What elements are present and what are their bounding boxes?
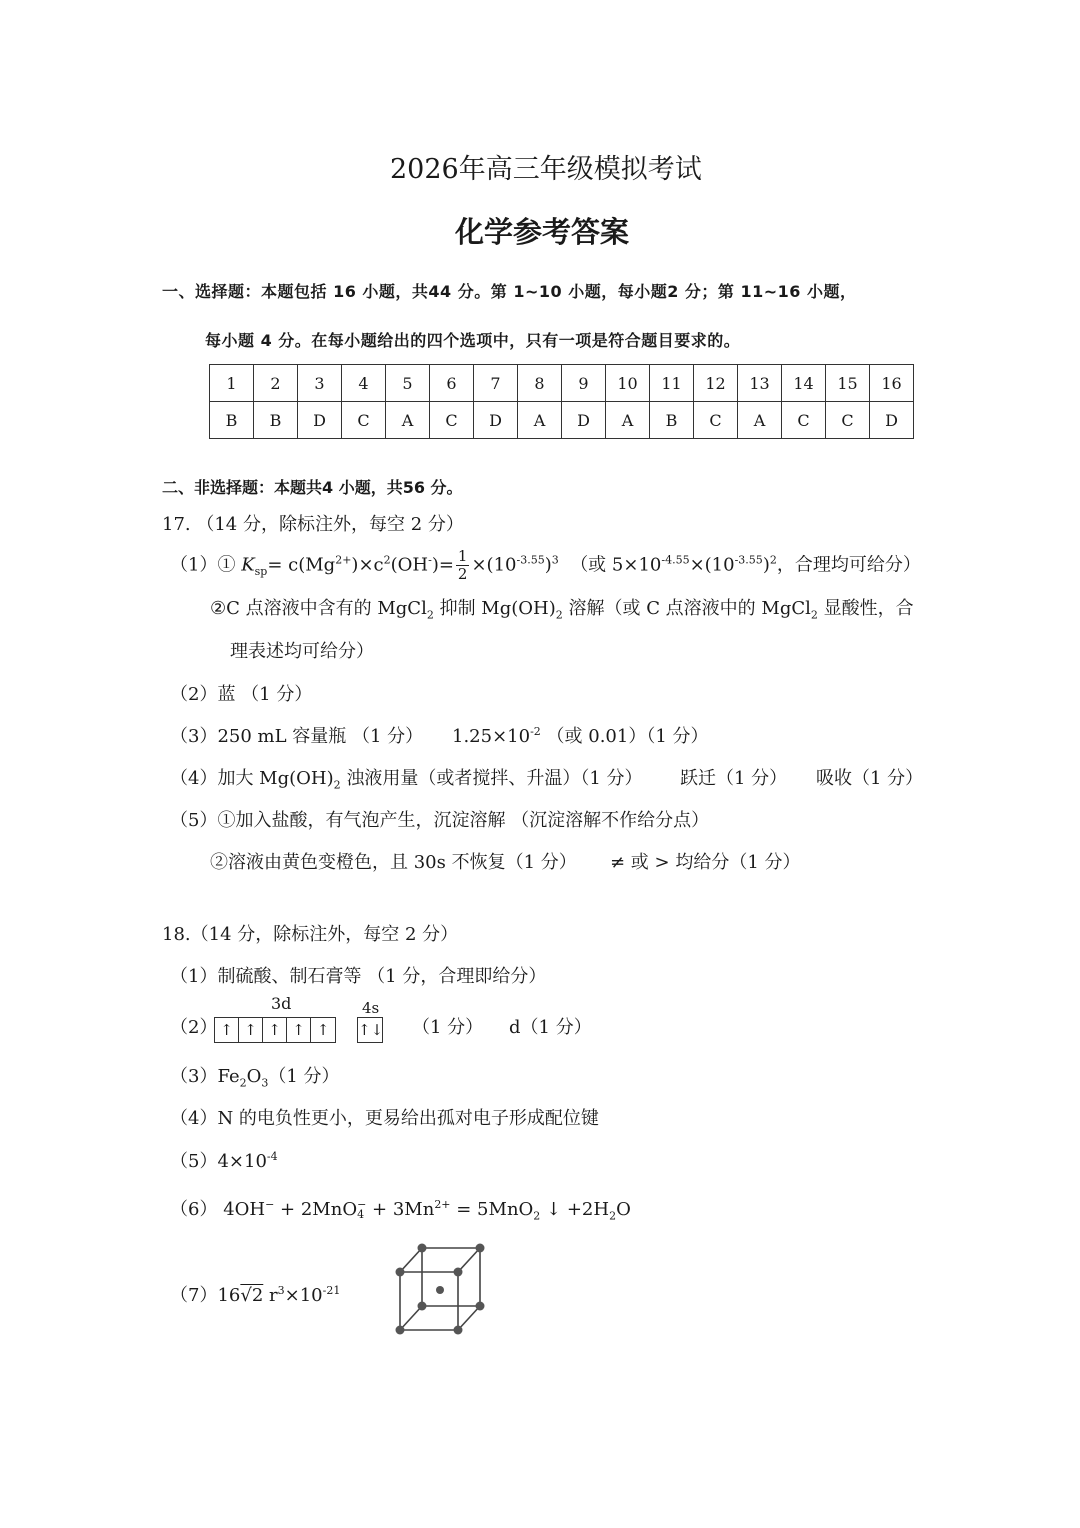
question-number-cell: 14 <box>782 365 826 402</box>
eq-sup: 2 <box>383 553 391 567</box>
eq-part: )×c <box>351 554 384 576</box>
orbital-3d-boxes <box>214 1017 336 1043</box>
eq-part: (OH <box>390 554 429 576</box>
text: 4OH <box>223 1199 266 1220</box>
orbital-4s-label: 4s <box>362 999 380 1017</box>
question-number-cell: 10 <box>606 365 650 402</box>
text: 浊液用量（或者搅拌、升温）（1 分） <box>340 768 643 789</box>
alt-part: ×(10 <box>689 554 735 576</box>
answer-cell: C <box>826 402 870 439</box>
question-number-cell: 9 <box>562 365 606 402</box>
sqrt: √2 <box>240 1285 264 1306</box>
ksp-k: K <box>241 554 255 576</box>
question-number-cell: 6 <box>430 365 474 402</box>
answer-key-title: 化学参考答案 <box>455 215 630 249</box>
sub: 2 <box>239 1076 247 1090</box>
eq-sup: - <box>428 553 432 567</box>
sup: − <box>357 1198 367 1211</box>
question-number-row <box>210 365 914 402</box>
q18-part2-score: （1 分） <box>412 1017 484 1038</box>
q17-part2: （2）蓝 （1 分） <box>170 684 313 705</box>
text: （6） <box>170 1199 218 1220</box>
orbital-cell: ↑ <box>287 1018 311 1042</box>
sub: 4 <box>357 1208 365 1221</box>
frac-denominator: 2 <box>457 565 468 583</box>
text: ↓ +2H <box>540 1199 610 1220</box>
eq-part: = c(Mg <box>267 554 336 576</box>
question-number-cell: 15 <box>826 365 870 402</box>
question-number-cell: 8 <box>518 365 562 402</box>
orbital-4s-boxes <box>357 1017 383 1043</box>
q17-part3b <box>452 722 709 748</box>
q18-part1: （1）制硫酸、制石膏等 （1 分，合理即给分） <box>170 966 547 987</box>
answer-cell: C <box>694 402 738 439</box>
answer-cell: C <box>342 402 386 439</box>
text: + 2MnO <box>274 1199 358 1220</box>
q18-part5 <box>170 1147 278 1173</box>
text: （1 分） <box>268 1066 340 1087</box>
sub: 2 <box>609 1209 617 1223</box>
answer-row <box>210 402 914 439</box>
text: 显酸性，合 <box>817 598 914 619</box>
answer-cell: D <box>474 402 518 439</box>
q17-part3a: （3）250 mL 容量瓶 （1 分） <box>170 726 424 747</box>
sup: -4 <box>266 1150 278 1163</box>
text: + 3Mn <box>366 1199 435 1220</box>
orbital-cell: ↑↓ <box>358 1021 384 1039</box>
sup: − <box>265 1198 275 1211</box>
q18-part7 <box>170 1281 340 1307</box>
section2-intro: 二、非选择题：本题共4 小题，共56 分。 <box>162 478 463 497</box>
sub: 2 <box>810 608 818 622</box>
sup: -21 <box>322 1284 341 1297</box>
answer-cell: C <box>782 402 826 439</box>
sub: 2 <box>555 608 563 622</box>
q17-part1 <box>170 548 921 583</box>
q17-part4a <box>170 764 643 790</box>
eq-sup: -3.55 <box>516 553 545 567</box>
text: 溶解（或 C 点溶液中的 MgCl <box>562 598 811 619</box>
q17-part4c: 吸收（1 分） <box>816 768 924 789</box>
alt-sup: -4.55 <box>661 553 690 567</box>
orbital-cell: ↑ <box>239 1018 263 1042</box>
ksp-sub: sp <box>254 565 268 579</box>
answer-cell: C <box>430 402 474 439</box>
answer-cell: A <box>606 402 650 439</box>
text: （4）加大 Mg(OH) <box>170 768 334 789</box>
text: （5）4×10 <box>170 1151 267 1172</box>
orbital-cell: ↑ <box>215 1018 239 1042</box>
sub: 2 <box>333 778 341 792</box>
question-number-cell: 2 <box>254 365 298 402</box>
sub: 3 <box>261 1076 269 1090</box>
q17-part5-2b: ≠ 或 > 均给分（1 分） <box>610 852 801 873</box>
text: （或 0.01）（1 分） <box>540 726 709 747</box>
q17-p1-label: （1） <box>170 554 218 576</box>
answer-cell: B <box>210 402 254 439</box>
question-number-cell: 12 <box>694 365 738 402</box>
orbital-cell: ↑ <box>263 1018 287 1042</box>
text: ②C 点溶液中含有的 MgCl <box>210 598 427 619</box>
eq-part: ) <box>544 554 552 576</box>
q17-part1-2 <box>210 594 914 620</box>
q17-header: 17. （14 分，除标注外，每空 2 分） <box>162 514 464 535</box>
q18-part2-label: （2） <box>170 1017 218 1038</box>
question-number-cell: 16 <box>870 365 914 402</box>
q17-part1-2-line2: 理表述均可给分） <box>230 641 374 662</box>
section1-intro-line1: 一、选择题：本题包括 16 小题，共44 分。第 1~10 小题，每小题2 分；第 11~16 小题， <box>162 282 857 301</box>
answer-cell: B <box>254 402 298 439</box>
answer-cell: A <box>518 402 562 439</box>
answer-table <box>209 364 914 439</box>
sup: 2+ <box>434 1198 451 1211</box>
eq-sup: 3 <box>551 553 559 567</box>
answer-cell: A <box>738 402 782 439</box>
text: r <box>263 1285 278 1306</box>
answer-cell: D <box>298 402 342 439</box>
question-number-cell: 7 <box>474 365 518 402</box>
sub: 2 <box>533 1209 541 1223</box>
orbital-cell: ↑ <box>316 1021 330 1039</box>
question-number-cell: 3 <box>298 365 342 402</box>
text: O <box>246 1066 262 1087</box>
text: （3）Fe <box>170 1066 240 1087</box>
section1-intro-line2: 每小题 4 分。在每小题给出的四个选项中，只有一项是符合题目要求的。 <box>205 331 741 350</box>
text: （7）16 <box>170 1285 241 1306</box>
q17-part4b: 跃迁（1 分） <box>680 768 788 789</box>
q18-part6 <box>170 1195 631 1221</box>
question-number-cell: 5 <box>386 365 430 402</box>
orbital-4s <box>357 1017 383 1043</box>
bcc-unit-cell-diagram <box>392 1240 502 1350</box>
sup: 3 <box>277 1284 285 1297</box>
alt-sup: 2 <box>769 553 777 567</box>
q18-part4: （4）N 的电负性更小，更易给出孤对电子形成配位键 <box>170 1108 599 1129</box>
text: 1.25×10 <box>452 726 531 747</box>
alt-part: ) <box>762 554 770 576</box>
q18-part2-d: d（1 分） <box>509 1017 592 1038</box>
orbital-3d <box>214 1017 336 1043</box>
frac-numerator: 1 <box>457 547 468 565</box>
fraction-half <box>456 548 470 583</box>
answer-cell: D <box>562 402 606 439</box>
answer-cell: A <box>386 402 430 439</box>
q18-header: 18.（14 分，除标注外，每空 2 分） <box>162 924 459 945</box>
eq-part: ×(10 <box>471 554 517 576</box>
q17-part5-1: （5）①加入盐酸，有气泡产生，沉淀溶解 （沉淀溶解不作给分点） <box>170 810 710 831</box>
q17-part5-2a: ②溶液由黄色变橙色，且 30s 不恢复（1 分） <box>210 852 577 873</box>
q18-part3 <box>170 1062 340 1088</box>
answer-cell: D <box>870 402 914 439</box>
exam-title: 2026年高三年级模拟考试 <box>390 154 702 185</box>
question-number-cell: 13 <box>738 365 782 402</box>
question-number-cell: 1 <box>210 365 254 402</box>
question-number-cell: 11 <box>650 365 694 402</box>
text: 抑制 Mg(OH) <box>433 598 556 619</box>
eq-sup: 2+ <box>335 553 352 567</box>
q17-p1-circle: ① <box>217 554 236 576</box>
question-number-cell: 4 <box>342 365 386 402</box>
orbital-3d-label: 3d <box>271 994 292 1013</box>
text: O <box>616 1199 631 1220</box>
alt-part: （或 5×10 <box>570 554 662 576</box>
alt-part: ，合理均可给分） <box>776 554 921 576</box>
text: = 5MnO <box>450 1199 534 1220</box>
sub: 2 <box>426 608 434 622</box>
alt-sup: -3.55 <box>734 553 763 567</box>
answer-cell: B <box>650 402 694 439</box>
sup: -2 <box>530 725 541 738</box>
text: ×10 <box>284 1285 323 1306</box>
eq-part: )= <box>431 554 454 576</box>
